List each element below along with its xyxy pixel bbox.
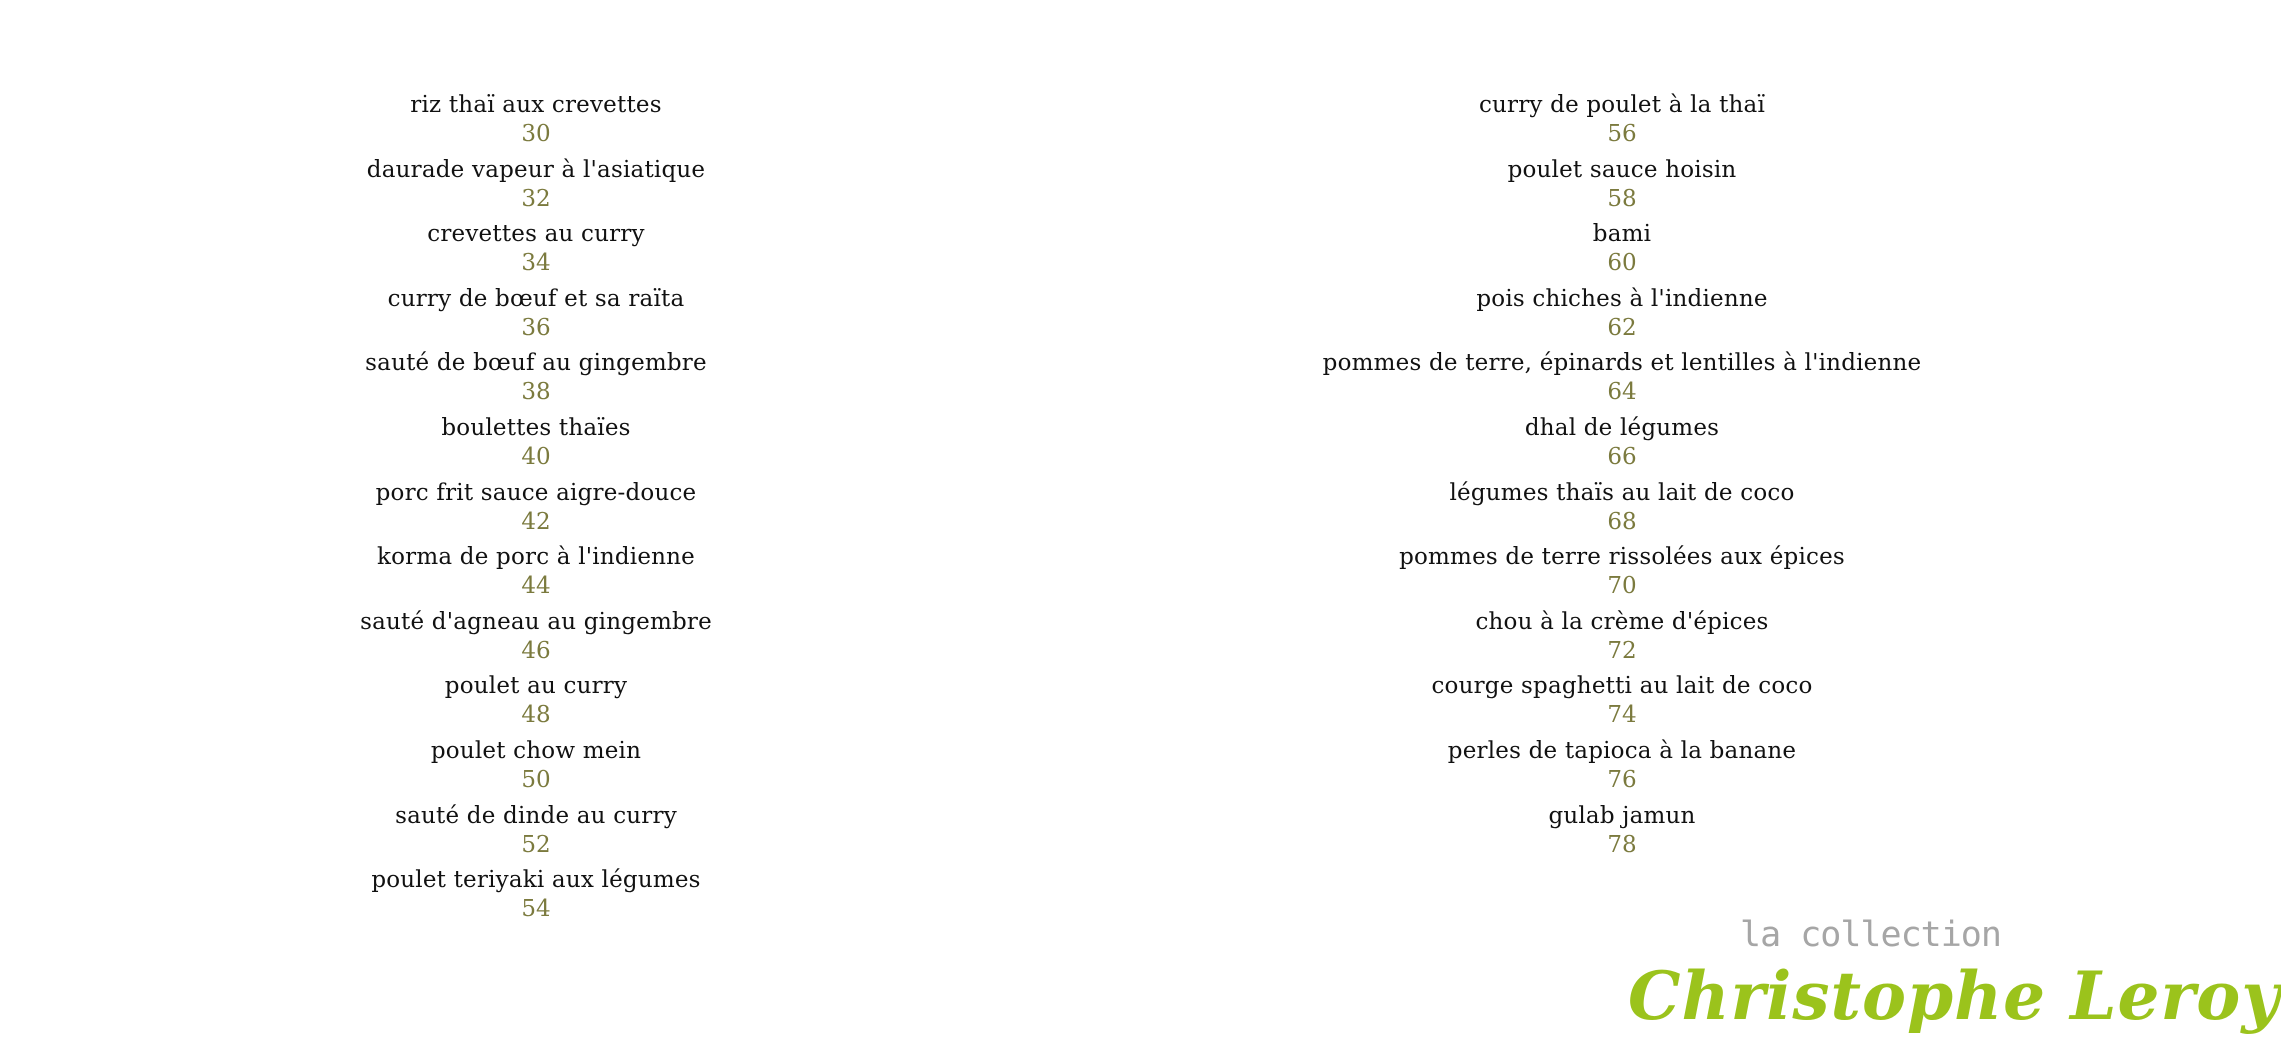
- toc-entry-page-number: 60: [1607, 250, 1637, 277]
- toc-entry-page-number: 56: [1607, 121, 1637, 147]
- toc-right-column: [1222, 90, 2022, 865]
- toc-entry: [1222, 219, 2022, 284]
- toc-entry-page-number: 52: [521, 831, 551, 858]
- toc-entry-page-number: 34: [521, 250, 551, 277]
- toc-entry: [1222, 736, 2022, 801]
- toc-entry-title: sauté de dinde au curry: [395, 802, 677, 829]
- toc-entry-title: chou à la crème d'épices: [1475, 608, 1769, 635]
- toc-entry-title: bami: [1592, 221, 1652, 248]
- toc-entry: [236, 607, 836, 672]
- toc-entry-title: boulettes thaïes: [441, 414, 631, 441]
- toc-entry-title: crevettes au curry: [427, 221, 645, 248]
- toc-entry: [236, 542, 836, 607]
- toc-entry-title: dhal de légumes: [1524, 414, 1720, 441]
- toc-entry: [236, 478, 836, 543]
- toc-entry: [1222, 478, 2022, 543]
- toc-entry: [236, 90, 836, 155]
- toc-entry-title: courge spaghetti au lait de coco: [1431, 673, 1813, 700]
- toc-entry: [1222, 671, 2022, 736]
- toc-entry-page-number: 76: [1607, 766, 1637, 793]
- toc-entry-title: sauté de bœuf au gingembre: [365, 350, 707, 377]
- toc-entry-page-number: 72: [1607, 637, 1637, 664]
- toc-left-column: [236, 90, 836, 930]
- toc-entry: [1222, 413, 2022, 478]
- toc-entry: [236, 865, 836, 930]
- toc-entry-page-number: 70: [1607, 573, 1637, 600]
- toc-entry: [236, 348, 836, 413]
- toc-entry-page-number: 62: [1607, 314, 1637, 341]
- toc-entry: [1222, 801, 2022, 866]
- toc-entry-page-number: 32: [521, 185, 551, 212]
- toc-entry: [1222, 348, 2022, 413]
- toc-entry-title: poulet chow mein: [430, 737, 642, 764]
- toc-entry-title: curry de poulet à la thaï: [1478, 92, 1766, 118]
- toc-entry: [1222, 542, 2022, 607]
- toc-entry-title: gulab jamun: [1548, 802, 1696, 829]
- toc-entry-page-number: 38: [521, 379, 551, 406]
- toc-entry-title: porc frit sauce aigre-douce: [375, 479, 697, 506]
- toc-entry-title: pois chiches à l'indienne: [1476, 285, 1768, 312]
- toc-entry-page-number: 48: [521, 702, 551, 729]
- toc-entry-title: poulet au curry: [444, 673, 628, 700]
- toc-entry-page-number: 64: [1607, 379, 1637, 406]
- toc-entry-page-number: 44: [521, 573, 551, 600]
- brand-name-text: Christophe Leroy: [1628, 957, 2281, 1035]
- toc-entry-title: korma de porc à l'indienne: [376, 544, 695, 571]
- toc-entry-title: daurade vapeur à l'asiatique: [366, 156, 706, 183]
- toc-entry: [1222, 607, 2022, 672]
- brand-collection-text: la collection: [1740, 915, 2001, 955]
- toc-entry-title: poulet sauce hoisin: [1507, 156, 1737, 183]
- toc-entry: [1222, 155, 2022, 220]
- toc-entry: [236, 736, 836, 801]
- toc-entry-page-number: 30: [521, 121, 551, 147]
- toc-entry-page-number: 66: [1607, 443, 1637, 470]
- toc-entry-page-number: 50: [521, 766, 551, 793]
- toc-entry-page-number: 46: [521, 637, 551, 664]
- toc-entry: [236, 801, 836, 866]
- toc-entry: [236, 413, 836, 478]
- toc-entry: [236, 284, 836, 349]
- toc-entry-title: riz thaï aux crevettes: [410, 92, 662, 118]
- toc-entry-title: pommes de terre rissolées aux épices: [1399, 544, 1845, 571]
- toc-entry-page-number: 68: [1607, 508, 1637, 535]
- toc-entry-page-number: 74: [1607, 702, 1637, 729]
- toc-entry: [1222, 284, 2022, 349]
- toc-entry-title: perles de tapioca à la banane: [1447, 737, 1797, 764]
- toc-entry: [236, 219, 836, 284]
- toc-entry-page-number: 78: [1607, 831, 1637, 858]
- toc-entry-title: pommes de terre, épinards et lentilles à l'indienne: [1322, 350, 1922, 377]
- toc-entry-title: légumes thaïs au lait de coco: [1449, 479, 1795, 506]
- toc-entry-page-number: 40: [521, 443, 551, 470]
- toc-entry: [236, 671, 836, 736]
- toc-entry-page-number: 58: [1607, 185, 1637, 212]
- toc-entry-page-number: 54: [521, 896, 551, 923]
- toc-entry: [236, 155, 836, 220]
- brand-logo: [1610, 915, 2281, 1055]
- toc-entry-title: sauté d'agneau au gingembre: [360, 608, 712, 635]
- toc-entry-title: curry de bœuf et sa raïta: [387, 285, 685, 312]
- toc-entry: [1222, 90, 2022, 155]
- toc-entry-page-number: 36: [521, 314, 551, 341]
- toc-entry-page-number: 42: [521, 508, 551, 535]
- toc-entry-title: poulet teriyaki aux légumes: [371, 867, 701, 894]
